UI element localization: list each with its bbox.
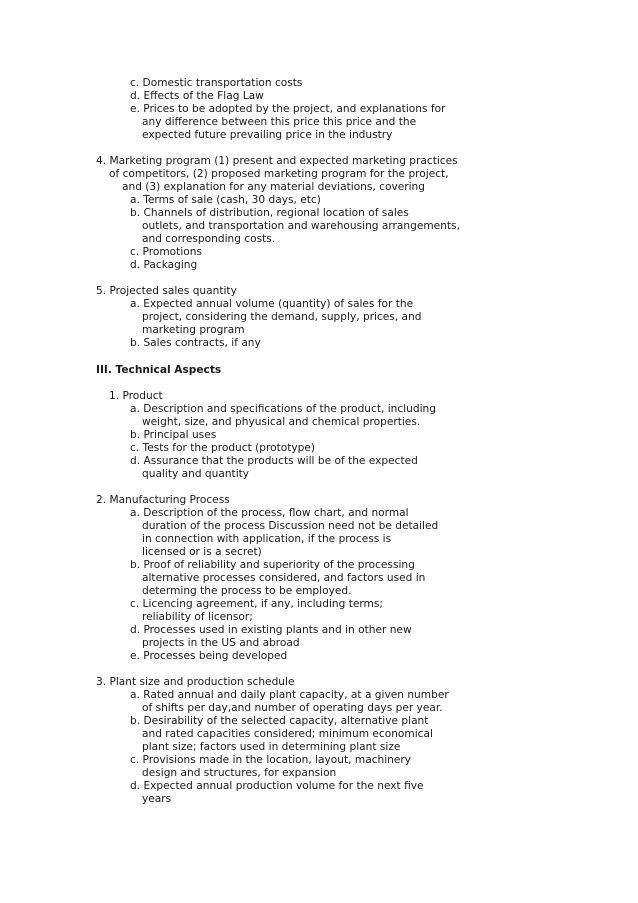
product-title: 1. Product [109,390,163,402]
list-item: d. Packaging [130,259,198,271]
list-item-continuation: and rated capacities considered; minimum economical [142,728,433,740]
list-item-continuation: plant size; factors used in determining plant size [142,741,401,753]
list-item-continuation: reliability of licensor; [142,611,253,623]
list-item-continuation: and corresponding costs. [142,233,276,245]
list-item-continuation: weight, size, and phyusical and chemical properties. [142,416,421,428]
list-item-continuation: outlets, and transportation and warehousing arrangements, [142,220,460,232]
list-item: a. Description of the process, flow chart, and normal [130,507,409,519]
list-item-continuation: licensed or is a secret) [142,546,262,558]
list-item: d. Processes used in existing plants and in other new [130,624,412,636]
list-item: b. Sales contracts, if any [130,337,261,349]
list-item-continuation: project, considering the demand, supply, prices, and [142,311,422,323]
list-item: d. Expected annual production volume for the next five [130,780,424,792]
plant-size-title: 3. Plant size and production schedule [96,676,295,688]
list-item: b. Channels of distribution, regional location of sales [130,207,409,219]
list-item-continuation: in connection with application, if the process is [142,533,392,545]
list-item-continuation: design and structures, for expansion [142,767,337,779]
list-item: b. Desirability of the selected capacity, alternative plant [130,715,429,727]
list-item: c. Tests for the product (prototype) [130,442,316,454]
list-item: e. Processes being developed [130,650,288,662]
manufacturing-title: 2. Manufacturing Process [96,494,230,506]
list-item: c. Domestic transportation costs [130,77,303,89]
list-item-continuation: determing the process to be employed. [142,585,352,597]
list-item: e. Prices to be adopted by the project, and explanations for [130,103,446,115]
list-item-continuation: of shifts per day,and number of operating days per year. [142,702,443,714]
list-item-continuation: of competitors, (2) proposed marketing program for the project, [109,168,449,180]
list-item-continuation: quality and quantity [142,468,250,480]
list-item-continuation: duration of the process Discussion need not be detailed [142,520,439,532]
list-item: c. Licencing agreement, if any, including terms; [130,598,383,610]
list-item-continuation: and (3) explanation for any material deviations, covering [122,181,425,193]
list-item-continuation: marketing program [142,324,245,336]
marketing-item-title: 4. Marketing program (1) present and expected marketing practices [96,155,458,167]
list-item: c. Promotions [130,246,202,258]
list-item: d. Assurance that the products will be of the expected [130,455,418,467]
section-heading: III. Technical Aspects [96,364,222,376]
projected-sales-title: 5. Projected sales quantity [96,285,237,297]
list-item: a. Expected annual volume (quantity) of sales for the [130,298,414,310]
list-item: b. Proof of reliability and superiority of the processing [130,559,415,571]
list-item: d. Effects of the Flag Law [130,90,264,102]
list-item: c. Provisions made in the location, layout, machinery [130,754,412,766]
list-item-continuation: projects in the US and abroad [142,637,300,649]
list-item: b. Principal uses [130,429,217,441]
list-item: a. Description and specifications of the product, including [130,403,436,415]
list-item: a. Terms of sale (cash, 30 days, etc) [130,194,321,206]
list-item-continuation: any difference between this price this price and the [142,116,417,128]
list-item: a. Rated annual and daily plant capacity, at a given number [130,689,449,701]
list-item-continuation: alternative processes considered, and factors used in [142,572,426,584]
list-item-continuation: expected future prevailing price in the industry [142,129,393,141]
list-item-continuation: years [142,793,172,805]
